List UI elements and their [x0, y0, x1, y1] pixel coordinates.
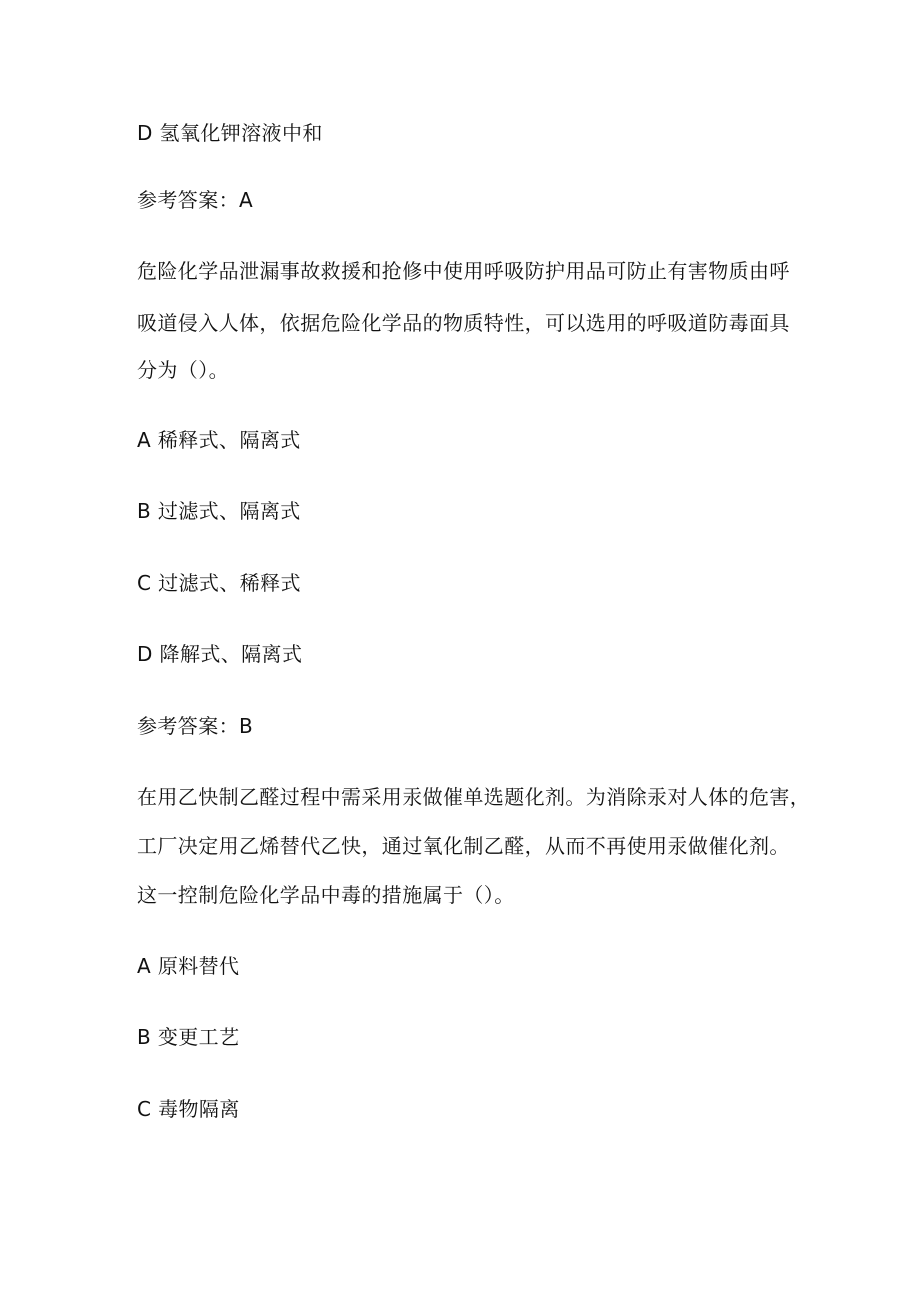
question-2-line-3: 这一控制危险化学品中毒的措施属于（）。 — [137, 883, 515, 907]
question-1-line-1: 危险化学品泄漏事故救援和抢修中使用呼吸防护用品可防止有害物质由呼 — [137, 259, 790, 283]
question-2-option-b: B 变更工艺 — [137, 1025, 240, 1049]
question-2-option-c: C 毒物隔离 — [137, 1097, 240, 1121]
question-2-option-a: A 原料替代 — [137, 954, 240, 978]
question-1-line-3: 分为（）。 — [137, 358, 229, 382]
question-1-answer: 参考答案：B — [137, 714, 254, 738]
option-d-previous-question: D 氢氧化钾溶液中和 — [137, 121, 323, 145]
question-1-option-a: A 稀释式、隔离式 — [137, 428, 301, 452]
answer-previous-question: 参考答案：A — [137, 188, 254, 212]
question-2-line-2: 工厂决定用乙烯替代乙快，通过氧化制乙醛，从而不再使用汞做催化剂。 — [137, 834, 790, 858]
question-1-line-2: 吸道侵入人体，依据危险化学品的物质特性，可以选用的呼吸道防毒面具 — [137, 311, 790, 335]
question-1-option-c: C 过滤式、稀释式 — [137, 571, 301, 595]
question-1-option-b: B 过滤式、隔离式 — [137, 499, 301, 523]
question-2-line-1: 在用乙快制乙醛过程中需采用汞做催单选题化剂。为消除汞对人体的危害， — [137, 785, 811, 809]
question-1-option-d: D 降解式、隔离式 — [137, 642, 303, 666]
